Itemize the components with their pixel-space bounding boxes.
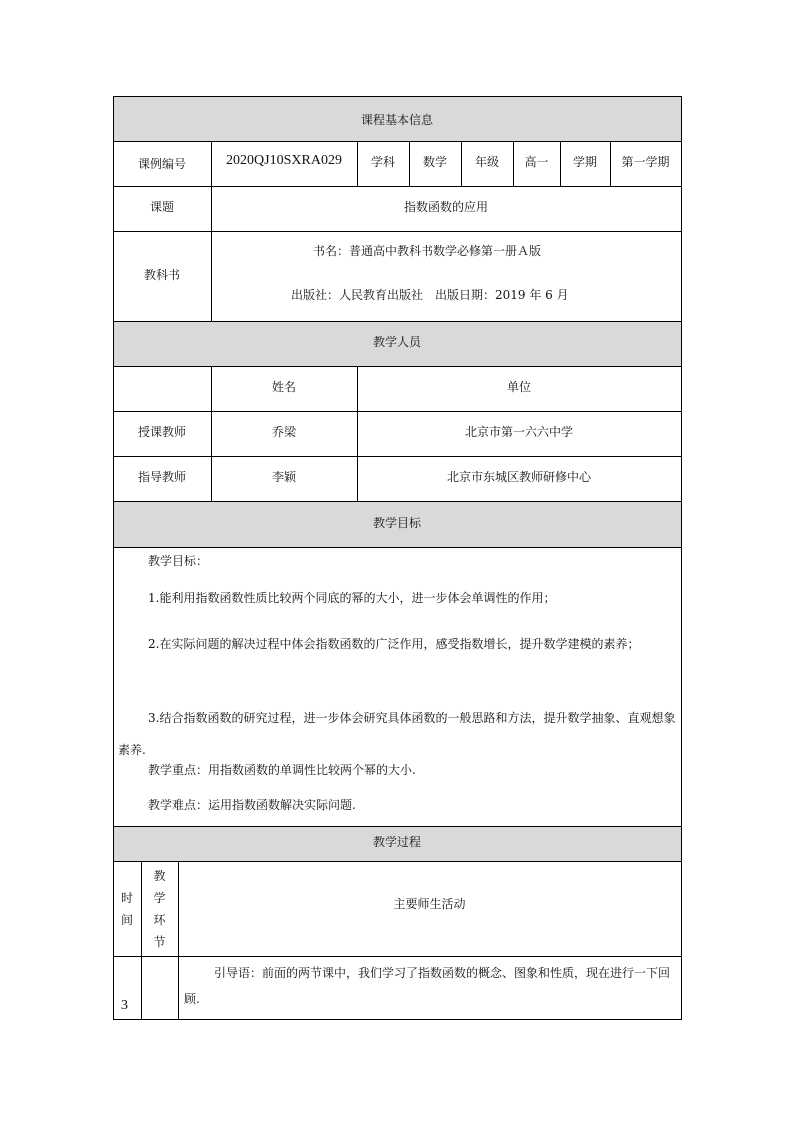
rule [113,547,682,548]
column-time [113,861,141,956]
textbook-line2: 出版社：人民教育出版社 出版日期：2019 年 6 月 [291,288,569,302]
advisor-unit: 北京市东城区教师研修中心 [446,469,591,484]
textbook-line1: 书名：普通高中教科书数学必修第一册Ａ版 [313,244,542,258]
column-time-text: 时间 [120,890,133,927]
case-no-value: 2020QJ10SXRA029 [226,153,342,168]
goals-header: 教学目标 [372,515,421,530]
row1-time: 3 [121,998,128,1013]
column-activity: 主要师生活动 [393,897,466,911]
advisor-name: 李颖 [271,469,296,484]
staff-unit-column: 单位 [506,379,531,394]
goal-item-1: 1.能利用指数函数性质比较两个同底的幂的大小，进一步体会单调性的作用； [148,591,556,605]
subject-value: 数学 [422,154,447,169]
staff-header: 教学人员 [372,334,421,349]
goal-item-3: 3.结合指数函数的研究过程，进一步体会研究具体函数的一般思路和方法，提升数学抽象、直观想象素养. [118,711,676,757]
term-label: 学期 [572,154,597,169]
teacher-role: 授课教师 [137,424,186,439]
term-value: 第一学期 [621,154,670,169]
row1-activity: 引导语：前面的两节课中，我们学习了指数函数的概念、图象和性质，现在进行一下回顾. [184,966,671,1006]
rule [681,96,682,1020]
column-stage-text: 教学环节 [153,868,166,949]
topic-value: 指数函数的应用 [403,199,488,214]
key-point: 教学重点：用指数函数的单调性比较两个幂的大小. [148,763,416,777]
basic-info-header: 课程基本信息 [360,112,433,127]
rule [113,1019,682,1020]
topic-label: 课题 [149,199,174,214]
goal-item-2: 2.在实际问题的解决过程中体会指数函数的广泛作用，感受指数增长，提升数学建模的素养； [148,637,640,651]
teacher-name: 乔梁 [271,424,296,439]
process-header: 教学过程 [372,834,421,849]
subject-label: 学科 [370,154,395,169]
teacher-unit: 北京市第一六六中学 [464,424,573,439]
difficulty-point: 教学难点：运用指数函数解决实际问题. [148,798,356,812]
rule [113,956,682,957]
textbook-label: 教科书 [143,267,180,282]
grade-value: 高一 [524,154,549,169]
goals-intro: 教学目标： [148,554,209,568]
column-stage [141,861,178,956]
advisor-role: 指导教师 [137,469,186,484]
staff-name-column: 姓名 [271,379,296,394]
case-no-label: 课例编号 [137,157,186,171]
grade-label: 年级 [474,154,499,169]
